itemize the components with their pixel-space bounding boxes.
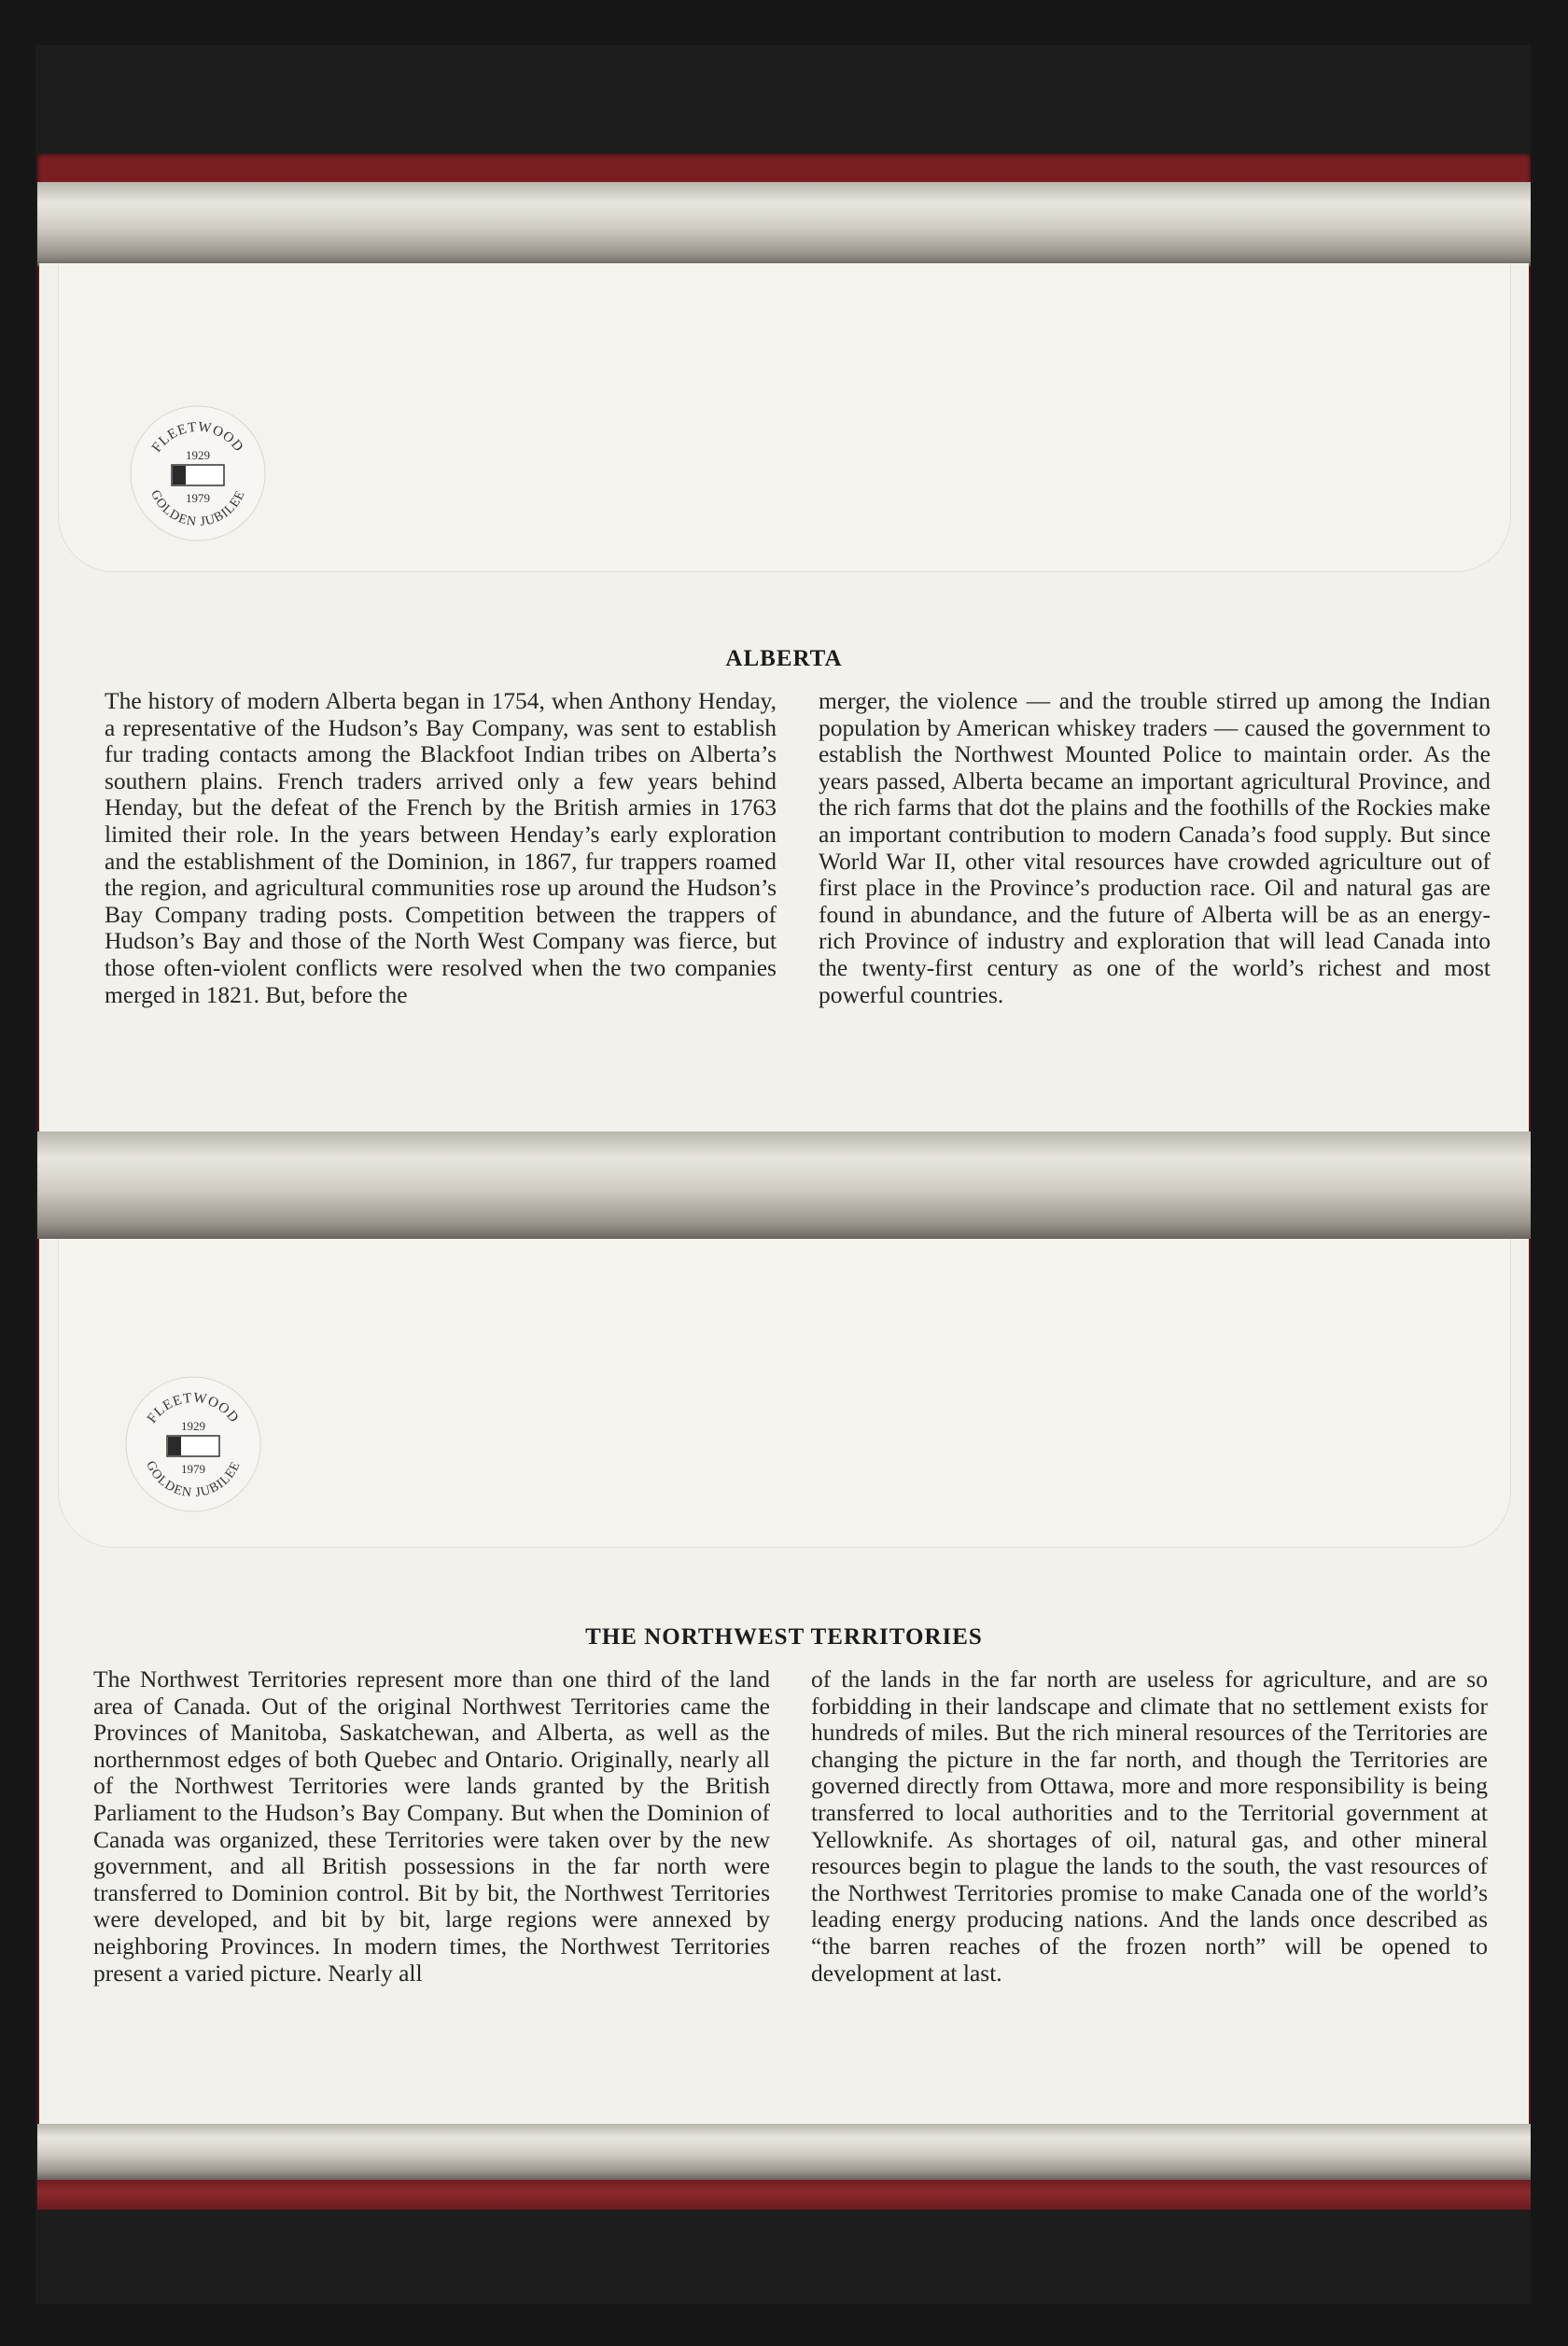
fleetwood-seal-icon [128, 403, 268, 543]
page-title-northwest-territories: THE NORTHWEST TERRITORIES [585, 1624, 983, 1650]
text-column-right-northwest-territories: of the lands in the far north are useless for agriculture, and are so forbidding in their landscape and climate that no settlement exists for hundreds of miles. But the rich mineral resources of the Territories are changing the picture in the far north, and though the Territories are governed directly from Ottawa, more and more responsibility is being transferred to local authorities and to the Territorial government at Yellowknife. As shortages of oil, natural gas, and other mineral resources begin to plague the lands to the south, the vast resources of the Northwest Territories promise to make Canada one of the world’s leading energy producing nations. And the lands once described as “the barren reaches of the frozen north” will be opened to development at last. [811, 1665, 1488, 1987]
seal-arc-bottom-text: GOLDEN JUBILEE [143, 1458, 244, 1501]
text-column-right-alberta: merger, the violence — and the trouble stirred up among the Indian population by American whiskey traders — caused the government to establish the Northwest Mounted Police to maintain order. As the years passed, Alberta became an important agricultural Province, and the rich farms that dot the plains and the foothills of the Rockies make an important contribution to modern Canada’s food supply. But since World War II, other vital resources have crowded agriculture out of first place in the Province’s production race. Oil and natural gas are found in abundance, and the future of Alberta will be as an energy-rich Province of industry and exploration that will lead Canada into the twenty-first century as one of the world’s richest and most powerful countries. [819, 687, 1491, 1008]
page-title-alberta: ALBERTA [725, 646, 843, 671]
seal-year-top: 1929 [181, 1419, 205, 1433]
text-column-left-northwest-territories: The Northwest Territories represent more than one third of the land area of Canada. Out of the original Northwest Territories came the Provinces of Manitoba, Saskatchewan, and Alberta, as well as the northernmost edges of both Quebec and Ontario. Originally, nearly all of the Northwest Territories were lands granted by the British Parliament to the Hudson’s Bay Company. But when the Dominion of Canada was organized, these Territories were taken over by the new government, and all British possessions in the far north were transferred to Dominion control. Bit by bit, the Northwest Territories were developed, and bit by bit, large regions were annexed by neighboring Provinces. In modern times, the Northwest Territories present a varied picture. Nearly all [93, 1665, 770, 1987]
sleeve-edge-top [37, 182, 1531, 266]
envelope-outline [58, 263, 1511, 572]
seal-arc-top-text: FLEETWOOD [144, 1390, 242, 1426]
envelope-outline [58, 1239, 1511, 1548]
cover-page-alberta [39, 263, 1529, 1131]
cover-page-northwest-territories [39, 1239, 1529, 2135]
seal-arc-top-text: FLEETWOOD [148, 419, 246, 456]
text-column-left-alberta: The history of modern Alberta began in 1754, when Anthony Henday, a representative of the Hudson’s Bay Company, was sent to establish fur trading contacts among the Blackfoot Indian tribes on Alberta’s southern plains. French traders arrived only a few years behind Henday, but the defeat of the French by the British armies in 1763 limited their role. In the years between Henday’s early exploration and the establishment of the Dominion, in 1867, fur trappers roamed the region, and agricultural communities rose up around the Hudson’s Bay Company trading posts. Competition between the trappers of Hudson’s Bay and those of the North West Company was fierce, but those often-violent conflicts were resolved when the two companies merged in 1821. But, before the [105, 687, 777, 1008]
seal-arc-bottom-text: GOLDEN JUBILEE [147, 487, 248, 530]
seal-year-bottom: 1979 [186, 491, 210, 505]
sleeve-edge-middle [37, 1131, 1531, 1239]
seal-year-bottom: 1979 [181, 1462, 205, 1476]
album-binder-bottom [37, 2180, 1531, 2210]
fleetwood-seal-icon [123, 1374, 263, 1514]
sleeve-edge-bottom [37, 2124, 1531, 2180]
seal-year-top: 1929 [186, 448, 210, 462]
